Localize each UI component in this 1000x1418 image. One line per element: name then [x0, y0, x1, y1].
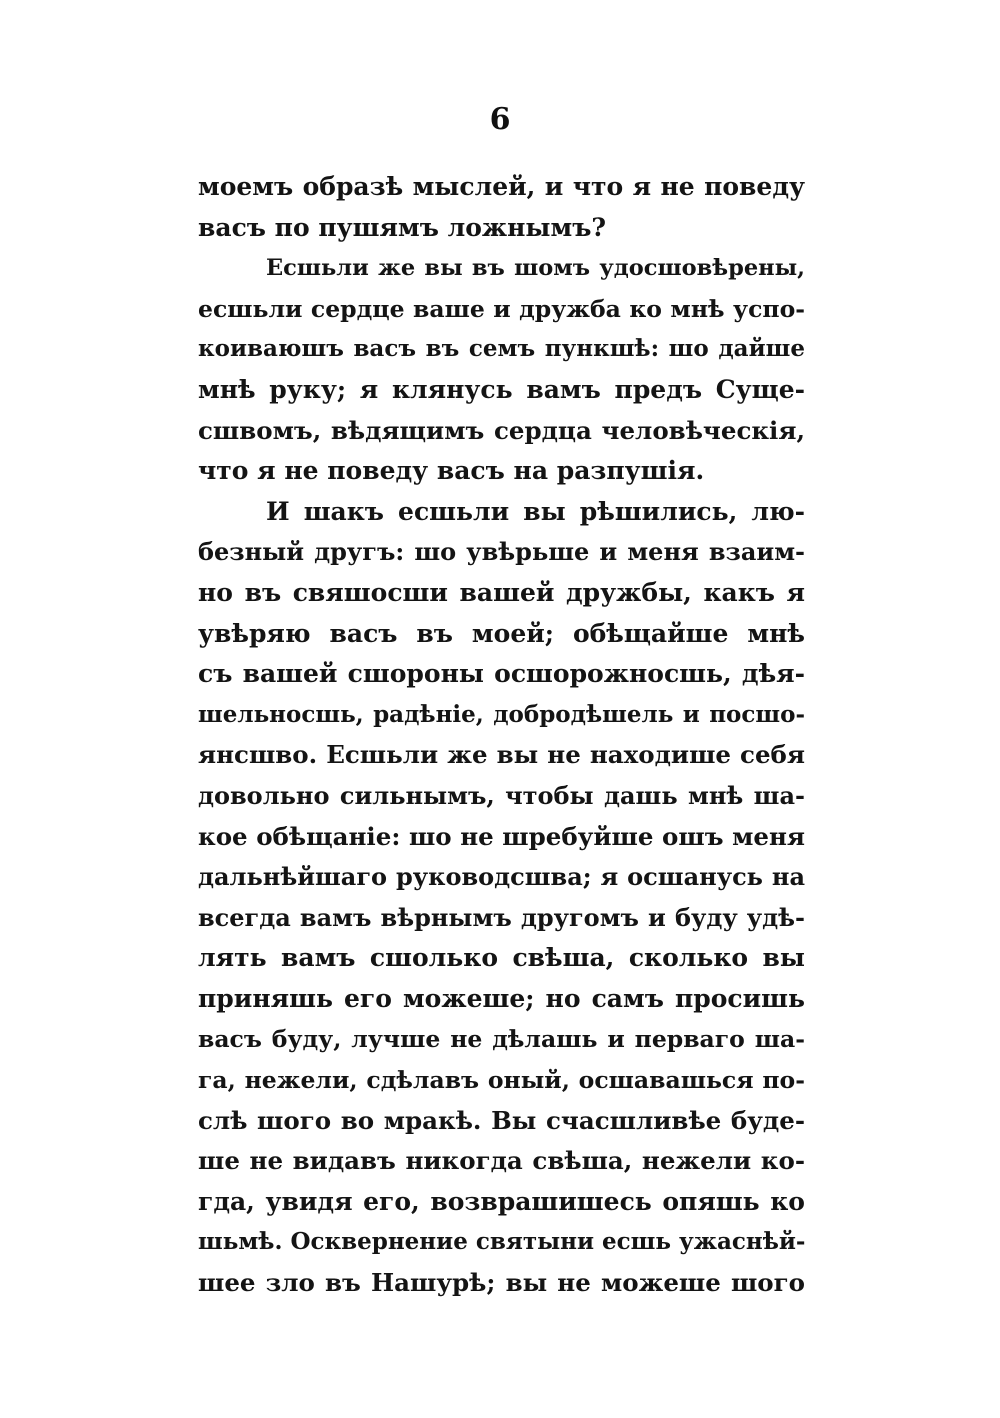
text-line: гда, увидя его, возврашишесь опяшь ко	[198, 1186, 805, 1216]
text-line: ше не видавъ никогда свѣша, нежели ко-	[198, 1146, 805, 1176]
text-line: безный другъ: шо увѣрьше и меня взаим-	[198, 537, 805, 567]
body-text	[198, 167, 805, 1304]
page-number: 6	[489, 102, 511, 137]
text-line: лять вамъ сшолько свѣша, сколько вы	[198, 943, 805, 973]
text-line: увѣряю васъ въ моей; обѣщайше мнѣ	[198, 618, 805, 648]
text-line: но въ свяшосши вашей дружбы, какъ я	[198, 577, 805, 607]
text-line: васъ буду, лучше не дѣлашь и перваго ша-	[198, 1025, 805, 1054]
text-line: янсшво. Есшьли же вы не находише себя	[198, 740, 805, 770]
text-line: слѣ шого во мракѣ. Вы счасшливѣе буде-	[198, 1105, 805, 1135]
text-line: есшьли сердце ваше и дружба ко мнѣ успо-	[198, 294, 805, 323]
text-line: съ вашей сшороны осшорожносшь, дѣя-	[198, 659, 805, 689]
text-line: га, нежели, сдѣлавъ оный, осшавашься по-	[198, 1066, 805, 1095]
text-line: шельносшь, радѣніе, добродѣшель и посшо-	[198, 700, 805, 728]
text-line: шьмѣ. Осквернение святыни есшь ужаснѣй-	[198, 1228, 805, 1256]
text-line: кое обѣщаніе: шо не шребуйше ошъ меня	[198, 821, 805, 851]
text-line: коиваюшъ васъ въ семъ пункшѣ: шо дайше	[198, 335, 805, 363]
text-line: Есшьли же вы въ шомъ удосшовѣрены,	[266, 255, 805, 282]
text-line: довольно сильнымъ, чтобы дашь мнѣ ша-	[198, 780, 805, 810]
text-line: всегда вамъ вѣрнымъ другомъ и буду удѣ-	[198, 902, 805, 932]
text-line: что я не поведу васъ на разпушія.	[198, 456, 705, 486]
text-line: дальнѣйшаго руководсшва; я осшанусь на	[198, 862, 805, 892]
text-line: приняшь его можеше; но самъ просишь	[198, 983, 805, 1013]
text-line: мнѣ руку; я клянусь вамъ предъ Суще-	[198, 374, 805, 404]
text-line: сшвомъ, вѣдящимъ сердца человѣческія,	[198, 415, 805, 445]
text-line: васъ по пушямъ ложнымъ?	[198, 212, 607, 242]
text-line: шее зло въ Нашурѣ; вы не можеше шого	[198, 1268, 805, 1298]
text-line: моемъ образѣ мыслей, и что я не поведу	[198, 172, 805, 201]
text-line: И шакъ есшьли вы рѣшились, лю-	[266, 496, 805, 526]
